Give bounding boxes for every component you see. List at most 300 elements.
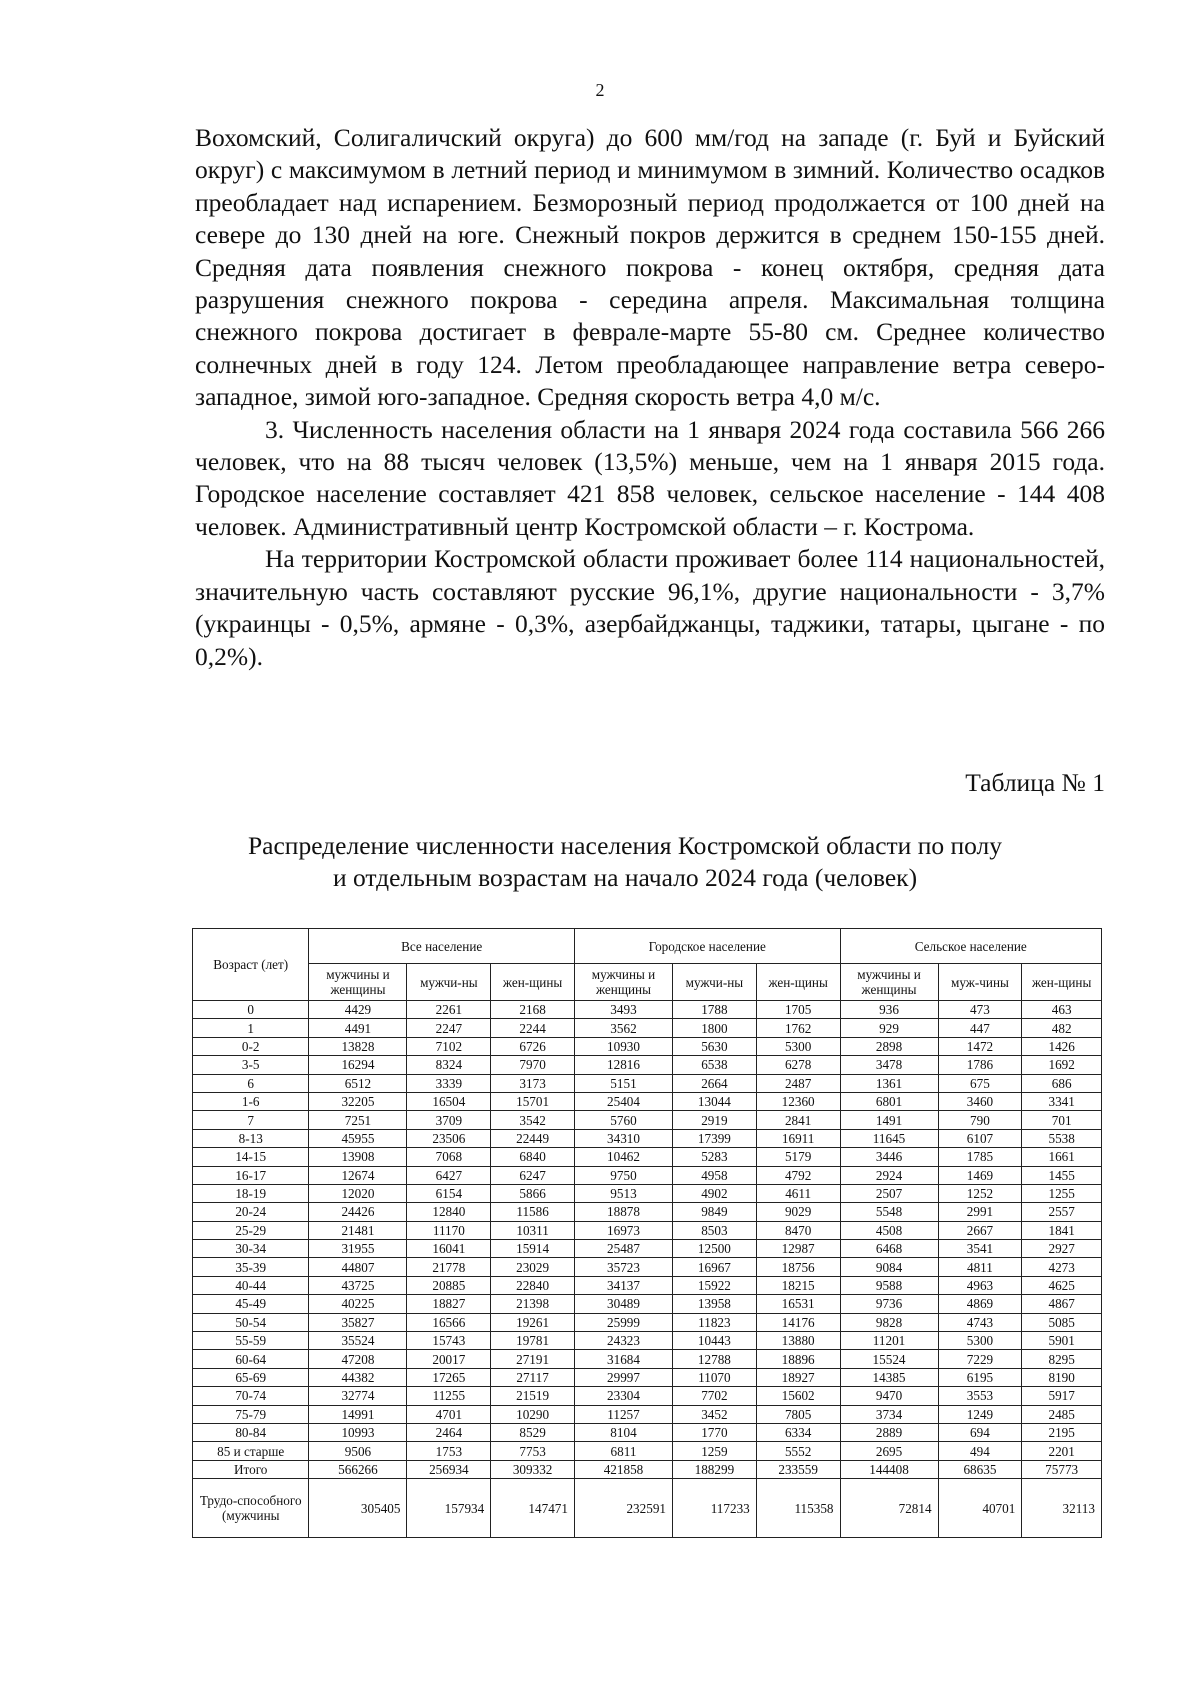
value-cell: 21398 <box>491 1295 575 1313</box>
value-cell: 8503 <box>673 1221 757 1239</box>
value-cell: 32113 <box>1022 1479 1102 1538</box>
value-cell: 1469 <box>938 1166 1022 1184</box>
value-cell: 147471 <box>491 1479 575 1538</box>
age-cell: 16-17 <box>193 1166 309 1184</box>
value-cell: 44382 <box>309 1368 407 1386</box>
age-cell: 30-34 <box>193 1240 309 1258</box>
value-cell: 27191 <box>491 1350 575 1368</box>
population-table <box>192 928 1102 1538</box>
value-cell: 14385 <box>840 1368 938 1386</box>
value-cell: 17265 <box>407 1368 491 1386</box>
table-title-line: и отдельным возрастам на начало 2024 года (человек) <box>332 863 918 892</box>
value-cell: 16294 <box>309 1056 407 1074</box>
value-cell: 3173 <box>491 1074 575 1092</box>
value-cell: 790 <box>938 1111 1022 1129</box>
age-cell: 1 <box>193 1019 309 1037</box>
value-cell: 40225 <box>309 1295 407 1313</box>
value-cell: 1762 <box>756 1019 840 1037</box>
value-cell: 6107 <box>938 1129 1022 1147</box>
age-cell: 1-6 <box>193 1092 309 1110</box>
value-cell: 13908 <box>309 1148 407 1166</box>
value-cell: 23506 <box>407 1129 491 1147</box>
value-cell: 7805 <box>756 1405 840 1423</box>
age-cell: 20-24 <box>193 1203 309 1221</box>
table-title <box>150 830 1100 894</box>
age-cell: 18-19 <box>193 1184 309 1202</box>
value-cell: 16967 <box>673 1258 757 1276</box>
age-cell: 8-13 <box>193 1129 309 1147</box>
value-cell: 11201 <box>840 1332 938 1350</box>
value-cell: 12020 <box>309 1184 407 1202</box>
value-cell: 115358 <box>756 1479 840 1538</box>
value-cell: 15701 <box>491 1092 575 1110</box>
value-cell: 3460 <box>938 1092 1022 1110</box>
value-cell: 2664 <box>673 1074 757 1092</box>
value-cell: 23029 <box>491 1258 575 1276</box>
value-cell: 4701 <box>407 1405 491 1423</box>
value-cell: 9513 <box>574 1184 672 1202</box>
value-cell: 3562 <box>574 1019 672 1037</box>
value-cell: 232591 <box>574 1479 672 1538</box>
value-cell: 5901 <box>1022 1332 1102 1350</box>
value-cell: 12788 <box>673 1350 757 1368</box>
age-cell: 55-59 <box>193 1332 309 1350</box>
value-cell: 4958 <box>673 1166 757 1184</box>
value-cell: 16973 <box>574 1221 672 1239</box>
value-cell: 4273 <box>1022 1258 1102 1276</box>
value-cell: 1361 <box>840 1074 938 1092</box>
value-cell: 13044 <box>673 1092 757 1110</box>
value-cell: 4811 <box>938 1258 1022 1276</box>
value-cell: 75773 <box>1022 1460 1102 1478</box>
value-cell: 1770 <box>673 1423 757 1441</box>
value-cell: 6801 <box>840 1092 938 1110</box>
value-cell: 6512 <box>309 1074 407 1092</box>
subheader-cell: муж-чины <box>938 964 1022 1001</box>
value-cell: 9849 <box>673 1203 757 1221</box>
value-cell: 1705 <box>756 1001 840 1019</box>
value-cell: 233559 <box>756 1460 840 1478</box>
value-cell: 8295 <box>1022 1350 1102 1368</box>
value-cell: 6278 <box>756 1056 840 1074</box>
value-cell: 3493 <box>574 1001 672 1019</box>
value-cell: 12674 <box>309 1166 407 1184</box>
value-cell: 1426 <box>1022 1037 1102 1055</box>
value-cell: 15524 <box>840 1350 938 1368</box>
value-cell: 44807 <box>309 1258 407 1276</box>
table-row <box>193 1313 1102 1331</box>
value-cell: 4611 <box>756 1184 840 1202</box>
group-header-all: Все население <box>309 929 575 964</box>
value-cell: 4508 <box>840 1221 938 1239</box>
value-cell: 5630 <box>673 1037 757 1055</box>
value-cell: 18927 <box>756 1368 840 1386</box>
value-cell: 1249 <box>938 1405 1022 1423</box>
value-cell: 47208 <box>309 1350 407 1368</box>
value-cell: 1252 <box>938 1184 1022 1202</box>
value-cell: 188299 <box>673 1460 757 1478</box>
age-column-header: Возраст (лет) <box>193 929 309 1001</box>
value-cell: 22840 <box>491 1276 575 1294</box>
age-cell: 45-49 <box>193 1295 309 1313</box>
value-cell: 1800 <box>673 1019 757 1037</box>
value-cell: 25487 <box>574 1240 672 1258</box>
value-cell: 9750 <box>574 1166 672 1184</box>
value-cell: 5179 <box>756 1148 840 1166</box>
age-cell: 80-84 <box>193 1423 309 1441</box>
table-row <box>193 1405 1102 1423</box>
value-cell: 18215 <box>756 1276 840 1294</box>
value-cell: 15914 <box>491 1240 575 1258</box>
value-cell: 2924 <box>840 1166 938 1184</box>
table-row <box>193 1387 1102 1405</box>
value-cell: 18827 <box>407 1295 491 1313</box>
value-cell: 7229 <box>938 1350 1022 1368</box>
value-cell: 18896 <box>756 1350 840 1368</box>
value-cell: 35827 <box>309 1313 407 1331</box>
value-cell: 117233 <box>673 1479 757 1538</box>
value-cell: 1788 <box>673 1001 757 1019</box>
value-cell: 43725 <box>309 1276 407 1294</box>
table-row <box>193 1056 1102 1074</box>
value-cell: 16911 <box>756 1129 840 1147</box>
value-cell: 694 <box>938 1423 1022 1441</box>
subheader-cell: мужчи-ны <box>673 964 757 1001</box>
value-cell: 2991 <box>938 1203 1022 1221</box>
age-cell: Трудо-способного (мужчины <box>193 1479 309 1538</box>
value-cell: 72814 <box>840 1479 938 1538</box>
value-cell: 21481 <box>309 1221 407 1239</box>
value-cell: 8190 <box>1022 1368 1102 1386</box>
table-row <box>193 1074 1102 1092</box>
value-cell: 4625 <box>1022 1276 1102 1294</box>
value-cell: 2485 <box>1022 1405 1102 1423</box>
value-cell: 25404 <box>574 1092 672 1110</box>
value-cell: 12840 <box>407 1203 491 1221</box>
paragraph: 3. Численность населения области на 1 января 2024 года составила 566 266 человек, что на 88 тысяч человек (13,5%) меньше, чем на 1 января 2015 года. Городское население составляет 421 858 человек, сельское население - 144 408 человек. Административный центр Костромской области – г. Кострома. <box>195 414 1105 541</box>
value-cell: 463 <box>1022 1001 1102 1019</box>
value-cell: 9029 <box>756 1203 840 1221</box>
value-cell: 29997 <box>574 1368 672 1386</box>
value-cell: 16041 <box>407 1240 491 1258</box>
value-cell: 5300 <box>756 1037 840 1055</box>
value-cell: 5151 <box>574 1074 672 1092</box>
age-cell: 3-5 <box>193 1056 309 1074</box>
value-cell: 2841 <box>756 1111 840 1129</box>
value-cell: 9828 <box>840 1313 938 1331</box>
table-title-line: Распределение численности населения Костромской области по полу <box>247 831 1003 860</box>
table-row <box>193 1092 1102 1110</box>
value-cell: 14176 <box>756 1313 840 1331</box>
value-cell: 929 <box>840 1019 938 1037</box>
value-cell: 309332 <box>491 1460 575 1478</box>
subheader-cell: жен-щины <box>491 964 575 1001</box>
value-cell: 19781 <box>491 1332 575 1350</box>
value-cell: 16531 <box>756 1295 840 1313</box>
value-cell: 20885 <box>407 1276 491 1294</box>
value-cell: 16566 <box>407 1313 491 1331</box>
table-row <box>193 1258 1102 1276</box>
value-cell: 15602 <box>756 1387 840 1405</box>
value-cell: 494 <box>938 1442 1022 1460</box>
value-cell: 1259 <box>673 1442 757 1460</box>
value-cell: 15743 <box>407 1332 491 1350</box>
value-cell: 421858 <box>574 1460 672 1478</box>
value-cell: 2168 <box>491 1001 575 1019</box>
value-cell: 32205 <box>309 1092 407 1110</box>
value-cell: 1785 <box>938 1148 1022 1166</box>
value-cell: 3542 <box>491 1111 575 1129</box>
body-text <box>195 122 1105 673</box>
value-cell: 6538 <box>673 1056 757 1074</box>
value-cell: 9470 <box>840 1387 938 1405</box>
age-cell: 50-54 <box>193 1313 309 1331</box>
value-cell: 11170 <box>407 1221 491 1239</box>
age-cell: 85 и старше <box>193 1442 309 1460</box>
value-cell: 6154 <box>407 1184 491 1202</box>
value-cell: 1472 <box>938 1037 1022 1055</box>
value-cell: 7068 <box>407 1148 491 1166</box>
value-cell: 30489 <box>574 1295 672 1313</box>
table-row <box>193 1184 1102 1202</box>
value-cell: 4743 <box>938 1313 1022 1331</box>
age-cell: 7 <box>193 1111 309 1129</box>
value-cell: 9506 <box>309 1442 407 1460</box>
value-cell: 10462 <box>574 1148 672 1166</box>
value-cell: 2557 <box>1022 1203 1102 1221</box>
value-cell: 1455 <box>1022 1166 1102 1184</box>
value-cell: 4902 <box>673 1184 757 1202</box>
table-row <box>193 1240 1102 1258</box>
value-cell: 2919 <box>673 1111 757 1129</box>
value-cell: 686 <box>1022 1074 1102 1092</box>
table-row <box>193 1350 1102 1368</box>
subheader-cell: жен-щины <box>756 964 840 1001</box>
paragraph: Вохомский, Солигаличский округа) до 600 мм/год на западе (г. Буй и Буйский округ) с максимумом в летний период и минимумом в зимний. Количество осадков преобладает над испарением. Безморозный период продолжается от 100 дней на севере до 130 дней на юге. Снежный покров держится в среднем 150-155 дней. Средняя дата появления снежного покрова - конец октября, средняя дата разрушения снежного покрова - середина апреля. Максимальная толщина снежного покрова достигает в феврале-марте 55-80 см. Среднее количество солнечных дней в году 124. Летом преобладающее направление ветра северо-западное, зимой юго-западное. Средняя скорость ветра 4,0 м/с. <box>195 123 1105 412</box>
value-cell: 701 <box>1022 1111 1102 1129</box>
table-row <box>193 1001 1102 1019</box>
value-cell: 5552 <box>756 1442 840 1460</box>
value-cell: 11070 <box>673 1368 757 1386</box>
age-cell: 0-2 <box>193 1037 309 1055</box>
value-cell: 24426 <box>309 1203 407 1221</box>
value-cell: 9736 <box>840 1295 938 1313</box>
value-cell: 14991 <box>309 1405 407 1423</box>
age-cell: 65-69 <box>193 1368 309 1386</box>
value-cell: 12500 <box>673 1240 757 1258</box>
value-cell: 4869 <box>938 1295 1022 1313</box>
value-cell: 4867 <box>1022 1295 1102 1313</box>
table-row <box>193 1368 1102 1386</box>
value-cell: 17399 <box>673 1129 757 1147</box>
table-body <box>193 1001 1102 1538</box>
value-cell: 2889 <box>840 1423 938 1441</box>
value-cell: 3446 <box>840 1148 938 1166</box>
value-cell: 40701 <box>938 1479 1022 1538</box>
group-header-urban: Городское население <box>574 929 840 964</box>
value-cell: 10311 <box>491 1221 575 1239</box>
value-cell: 68635 <box>938 1460 1022 1478</box>
value-cell: 4429 <box>309 1001 407 1019</box>
value-cell: 12987 <box>756 1240 840 1258</box>
value-cell: 2244 <box>491 1019 575 1037</box>
value-cell: 4792 <box>756 1166 840 1184</box>
value-cell: 8104 <box>574 1423 672 1441</box>
table-row <box>193 1221 1102 1239</box>
value-cell: 7102 <box>407 1037 491 1055</box>
value-cell: 34310 <box>574 1129 672 1147</box>
value-cell: 21519 <box>491 1387 575 1405</box>
value-cell: 18878 <box>574 1203 672 1221</box>
value-cell: 1786 <box>938 1056 1022 1074</box>
value-cell: 7970 <box>491 1056 575 1074</box>
value-cell: 20017 <box>407 1350 491 1368</box>
page-number: 2 <box>595 80 605 100</box>
value-cell: 13958 <box>673 1295 757 1313</box>
age-cell: 75-79 <box>193 1405 309 1423</box>
table-row <box>193 1442 1102 1460</box>
table-row-working-age <box>193 1479 1102 1538</box>
value-cell: 27117 <box>491 1368 575 1386</box>
value-cell: 2195 <box>1022 1423 1102 1441</box>
age-cell: Итого <box>193 1460 309 1478</box>
value-cell: 6195 <box>938 1368 1022 1386</box>
value-cell: 13828 <box>309 1037 407 1055</box>
subheader-cell: мужчины и женщины <box>574 964 672 1001</box>
table-row <box>193 1111 1102 1129</box>
value-cell: 6247 <box>491 1166 575 1184</box>
value-cell: 25999 <box>574 1313 672 1331</box>
subheader-cell: мужчи-ны <box>407 964 491 1001</box>
value-cell: 2464 <box>407 1423 491 1441</box>
value-cell: 1841 <box>1022 1221 1102 1239</box>
value-cell: 482 <box>1022 1019 1102 1037</box>
age-cell: 25-29 <box>193 1221 309 1239</box>
value-cell: 5866 <box>491 1184 575 1202</box>
table-row <box>193 1148 1102 1166</box>
value-cell: 11645 <box>840 1129 938 1147</box>
group-header-rural: Сельское население <box>840 929 1101 964</box>
table-row <box>193 1295 1102 1313</box>
value-cell: 144408 <box>840 1460 938 1478</box>
value-cell: 6427 <box>407 1166 491 1184</box>
age-cell: 60-64 <box>193 1350 309 1368</box>
table-row <box>193 1166 1102 1184</box>
value-cell: 305405 <box>309 1479 407 1538</box>
age-cell: 6 <box>193 1074 309 1092</box>
table-row <box>193 1332 1102 1350</box>
value-cell: 1255 <box>1022 1184 1102 1202</box>
value-cell: 5917 <box>1022 1387 1102 1405</box>
value-cell: 10443 <box>673 1332 757 1350</box>
value-cell: 23304 <box>574 1387 672 1405</box>
age-cell: 70-74 <box>193 1387 309 1405</box>
value-cell: 6811 <box>574 1442 672 1460</box>
value-cell: 9588 <box>840 1276 938 1294</box>
value-cell: 3734 <box>840 1405 938 1423</box>
value-cell: 18756 <box>756 1258 840 1276</box>
value-cell: 473 <box>938 1001 1022 1019</box>
value-cell: 35524 <box>309 1332 407 1350</box>
value-cell: 2898 <box>840 1037 938 1055</box>
value-cell: 19261 <box>491 1313 575 1331</box>
value-cell: 1753 <box>407 1442 491 1460</box>
value-cell: 1661 <box>1022 1148 1102 1166</box>
value-cell: 34137 <box>574 1276 672 1294</box>
age-cell: 40-44 <box>193 1276 309 1294</box>
value-cell: 5085 <box>1022 1313 1102 1331</box>
value-cell: 8529 <box>491 1423 575 1441</box>
value-cell: 5300 <box>938 1332 1022 1350</box>
value-cell: 31955 <box>309 1240 407 1258</box>
value-cell: 5538 <box>1022 1129 1102 1147</box>
value-cell: 1491 <box>840 1111 938 1129</box>
value-cell: 2507 <box>840 1184 938 1202</box>
table-row <box>193 1019 1102 1037</box>
subheader-cell: мужчины и женщины <box>309 964 407 1001</box>
value-cell: 566266 <box>309 1460 407 1478</box>
value-cell: 3452 <box>673 1405 757 1423</box>
value-cell: 22449 <box>491 1129 575 1147</box>
table-row <box>193 1037 1102 1055</box>
value-cell: 21778 <box>407 1258 491 1276</box>
age-cell: 35-39 <box>193 1258 309 1276</box>
table-row <box>193 1276 1102 1294</box>
value-cell: 5283 <box>673 1148 757 1166</box>
value-cell: 5548 <box>840 1203 938 1221</box>
value-cell: 11255 <box>407 1387 491 1405</box>
value-cell: 6840 <box>491 1148 575 1166</box>
value-cell: 5760 <box>574 1111 672 1129</box>
value-cell: 3341 <box>1022 1092 1102 1110</box>
table-row <box>193 1460 1102 1478</box>
value-cell: 936 <box>840 1001 938 1019</box>
subheader-cell: мужчины и женщины <box>840 964 938 1001</box>
value-cell: 8470 <box>756 1221 840 1239</box>
value-cell: 7251 <box>309 1111 407 1129</box>
value-cell: 6726 <box>491 1037 575 1055</box>
value-cell: 7753 <box>491 1442 575 1460</box>
table-number: Таблица № 1 <box>965 768 1105 797</box>
value-cell: 1692 <box>1022 1056 1102 1074</box>
value-cell: 32774 <box>309 1387 407 1405</box>
value-cell: 10993 <box>309 1423 407 1441</box>
value-cell: 4491 <box>309 1019 407 1037</box>
value-cell: 675 <box>938 1074 1022 1092</box>
value-cell: 6334 <box>756 1423 840 1441</box>
value-cell: 3553 <box>938 1387 1022 1405</box>
value-cell: 8324 <box>407 1056 491 1074</box>
value-cell: 10930 <box>574 1037 672 1055</box>
value-cell: 6468 <box>840 1240 938 1258</box>
value-cell: 157934 <box>407 1479 491 1538</box>
value-cell: 2487 <box>756 1074 840 1092</box>
value-cell: 2247 <box>407 1019 491 1037</box>
value-cell: 15922 <box>673 1276 757 1294</box>
value-cell: 31684 <box>574 1350 672 1368</box>
value-cell: 11257 <box>574 1405 672 1423</box>
value-cell: 35723 <box>574 1258 672 1276</box>
value-cell: 3339 <box>407 1074 491 1092</box>
value-cell: 11823 <box>673 1313 757 1331</box>
value-cell: 4963 <box>938 1276 1022 1294</box>
table-row <box>193 1203 1102 1221</box>
age-cell: 14-15 <box>193 1148 309 1166</box>
value-cell: 7702 <box>673 1387 757 1405</box>
value-cell: 2201 <box>1022 1442 1102 1460</box>
age-cell: 0 <box>193 1001 309 1019</box>
value-cell: 2695 <box>840 1442 938 1460</box>
